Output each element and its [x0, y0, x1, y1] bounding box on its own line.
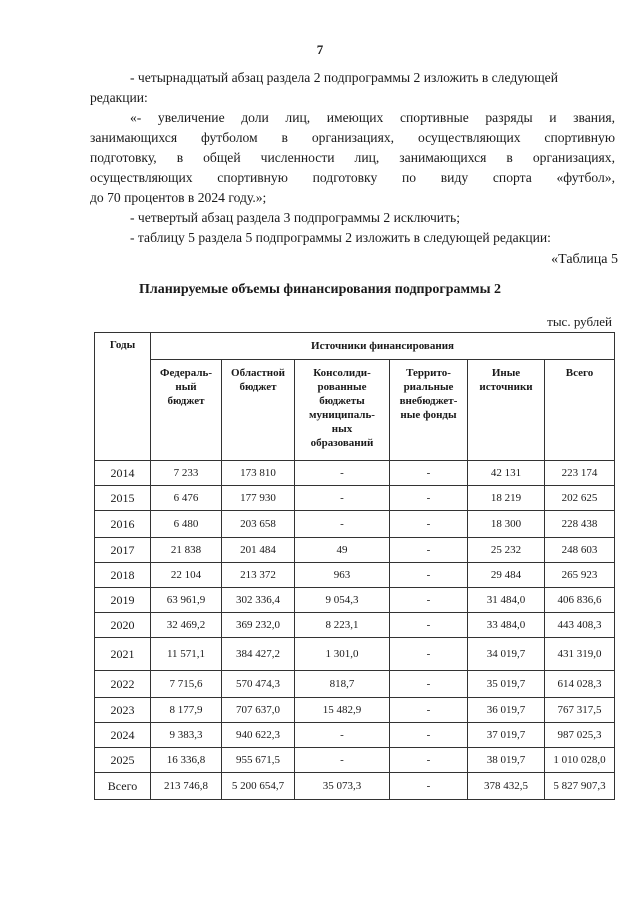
page-number: 7 [316, 42, 324, 57]
table-cell: 1 301,0 [295, 638, 390, 671]
table-cell: 5 200 654,7 [222, 773, 295, 800]
table-cell: 818,7 [295, 671, 390, 698]
table-cell: 570 474,3 [222, 671, 295, 698]
table-cell: 202 625 [545, 486, 615, 511]
table-cell: 49 [295, 538, 390, 563]
row-year-cell: 2020 [95, 613, 151, 638]
table-cell: 228 438 [545, 511, 615, 538]
row-year-cell: 2018 [95, 563, 151, 588]
row-year-cell: 2023 [95, 698, 151, 723]
column-header: Областной бюджет [222, 360, 295, 461]
table-cell: 42 131 [468, 461, 545, 486]
table-cell: 378 432,5 [468, 773, 545, 800]
table-cell: 5 827 907,3 [545, 773, 615, 800]
text-line: «- увеличение доли лиц, имеющих спортивные разряды и звания, [130, 110, 615, 125]
column-header: Всего [545, 360, 615, 461]
table-row [95, 748, 615, 773]
table-cell: 8 177,9 [151, 698, 222, 723]
table-row [95, 671, 615, 698]
table-cell: 223 174 [545, 461, 615, 486]
table-cell: - [295, 486, 390, 511]
table-cell: 9 054,3 [295, 588, 390, 613]
table-cell: 173 810 [222, 461, 295, 486]
paragraph-quote [90, 108, 615, 208]
table-row [95, 723, 615, 748]
table-row [95, 698, 615, 723]
table-cell: 431 319,0 [545, 638, 615, 671]
column-header: Консолиди- рованные бюджеты муниципаль- ных образований [295, 360, 390, 461]
table-title: Планируемые объемы финансирования подпрограммы 2 [138, 282, 502, 297]
table-cell: - [390, 638, 468, 671]
table-cell: - [295, 748, 390, 773]
table-cell: 248 603 [545, 538, 615, 563]
table-cell: 37 019,7 [468, 723, 545, 748]
table-cell: 33 484,0 [468, 613, 545, 638]
table-row [95, 563, 615, 588]
table-cell: 443 408,3 [545, 613, 615, 638]
table-cell: 213 746,8 [151, 773, 222, 800]
table-cell: 767 317,5 [545, 698, 615, 723]
table-cell: - [390, 748, 468, 773]
text-line: - четвертый абзац раздела 3 подпрограммы 2 исключить; [130, 210, 460, 225]
table-row [95, 773, 615, 800]
row-year-cell: 2014 [95, 461, 151, 486]
table-cell: 614 028,3 [545, 671, 615, 698]
table-cell: 6 476 [151, 486, 222, 511]
text-line: редакции: [90, 90, 148, 105]
table-cell: - [390, 588, 468, 613]
table-cell: - [390, 698, 468, 723]
paragraph-amend-sections [90, 208, 615, 248]
table-cell: 16 336,8 [151, 748, 222, 773]
table-row [95, 613, 615, 638]
table-cell: 32 469,2 [151, 613, 222, 638]
table-cell: 38 019,7 [468, 748, 545, 773]
table-row [95, 638, 615, 671]
financing-table [94, 332, 615, 800]
row-year-cell: 2016 [95, 511, 151, 538]
table-cell: 36 019,7 [468, 698, 545, 723]
table-cell: 955 671,5 [222, 748, 295, 773]
table-cell: 11 571,1 [151, 638, 222, 671]
column-header: Федераль- ный бюджет [151, 360, 222, 461]
table-cell: 22 104 [151, 563, 222, 588]
header-years: Годы [95, 333, 151, 461]
text-line: занимающихся футболом в организациях, осуществляющих спортивную [90, 130, 615, 145]
text-line: подготовку, в общей численности лиц, занимающихся в организациях, [90, 150, 615, 165]
table-cell: - [390, 538, 468, 563]
table-cell: 940 622,3 [222, 723, 295, 748]
table-cell: 7 233 [151, 461, 222, 486]
table-cell: 265 923 [545, 563, 615, 588]
table-cell: 29 484 [468, 563, 545, 588]
row-year-cell: Всего [95, 773, 151, 800]
table-cell: 63 961,9 [151, 588, 222, 613]
table-cell: 18 300 [468, 511, 545, 538]
table-cell: 7 715,6 [151, 671, 222, 698]
table-cell: 987 025,3 [545, 723, 615, 748]
table-row [95, 538, 615, 563]
row-year-cell: 2022 [95, 671, 151, 698]
table-cell: - [295, 511, 390, 538]
table-cell: 201 484 [222, 538, 295, 563]
table-cell: 177 930 [222, 486, 295, 511]
row-year-cell: 2017 [95, 538, 151, 563]
table-row [95, 461, 615, 486]
text-line: до 70 процентов в 2024 году.»; [90, 190, 267, 205]
table-row [95, 486, 615, 511]
table-cell: 302 336,4 [222, 588, 295, 613]
text-line: - четырнадцатый абзац раздела 2 подпрограммы 2 изложить в следующей [130, 70, 558, 85]
table-cell: 31 484,0 [468, 588, 545, 613]
table-cell: - [390, 723, 468, 748]
table-cell: 35 073,3 [295, 773, 390, 800]
table-cell: - [390, 773, 468, 800]
table-cell: - [390, 486, 468, 511]
table-cell: 15 482,9 [295, 698, 390, 723]
table-cell: - [390, 511, 468, 538]
table-cell: - [295, 723, 390, 748]
table-cell: 8 223,1 [295, 613, 390, 638]
table-cell: 1 010 028,0 [545, 748, 615, 773]
table-cell: 21 838 [151, 538, 222, 563]
column-header-row [95, 360, 615, 461]
table-unit: тыс. рублей [547, 314, 612, 329]
table-cell: - [390, 461, 468, 486]
row-year-cell: 2015 [95, 486, 151, 511]
table-cell: - [390, 563, 468, 588]
table-caption: «Таблица 5 [551, 252, 618, 267]
text-line: осуществляющих спортивную подготовку по виду спорта «футбол», [90, 170, 615, 185]
row-year-cell: 2024 [95, 723, 151, 748]
table-cell: 384 427,2 [222, 638, 295, 671]
row-year-cell: 2021 [95, 638, 151, 671]
row-year-cell: 2025 [95, 748, 151, 773]
table-cell: 707 637,0 [222, 698, 295, 723]
table-cell: 18 219 [468, 486, 545, 511]
table-body [95, 461, 615, 800]
table-row [95, 511, 615, 538]
table-cell: 34 019,7 [468, 638, 545, 671]
table-cell: - [295, 461, 390, 486]
table-cell: 25 232 [468, 538, 545, 563]
table-cell: - [390, 613, 468, 638]
table-cell: 213 372 [222, 563, 295, 588]
column-header: Иные источники [468, 360, 545, 461]
paragraph-amend-14 [90, 68, 615, 108]
table-cell: - [390, 671, 468, 698]
text-line: - таблицу 5 раздела 5 подпрограммы 2 изложить в следующей редакции: [130, 230, 551, 245]
table-cell: 6 480 [151, 511, 222, 538]
table-cell: 963 [295, 563, 390, 588]
table-cell: 35 019,7 [468, 671, 545, 698]
table-row [95, 588, 615, 613]
column-header: Террито- риальные внебюджет- ные фонды [390, 360, 468, 461]
table-cell: 203 658 [222, 511, 295, 538]
row-year-cell: 2019 [95, 588, 151, 613]
header-sources: Источники финансирования [151, 333, 615, 360]
table-cell: 9 383,3 [151, 723, 222, 748]
table-cell: 369 232,0 [222, 613, 295, 638]
table-cell: 406 836,6 [545, 588, 615, 613]
